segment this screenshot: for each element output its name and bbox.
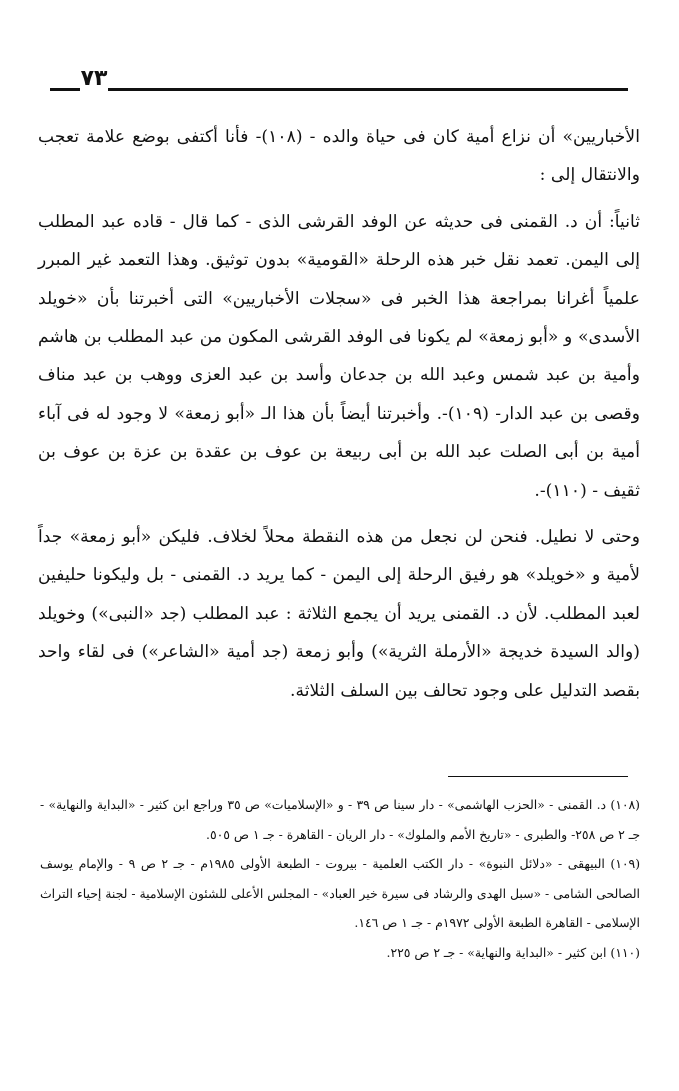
page-header [40,62,640,102]
footnote-110: (١١٠) ابن كثير - «البداية والنهاية» - جـ ٢ ص ٢٢٥. [386,944,640,960]
page-number: ٧٣ [80,66,108,91]
footnote-separator [448,776,628,777]
body-text [38,118,640,710]
header-rule-short [50,88,80,91]
footnote-108: (١٠٨) د. القمنى - «الحزب الهاشمى» - دار سينا ص ٣٩ - و «الإسلاميات» ص ٣٥ وراجع ابن كثير - «البداية والنهاية» - جـ ٢ ص ٢٥٨- والطبرى - «تاريخ الأمم والملوك» - دار الريان - القاهرة - جـ ١ ص ٥٠٥. [40,797,641,842]
paragraph-2: ثانياً: أن د. القمنى فى حديثه عن الوفد القرشى الذى - كما قال - قاده عبد المطلب إلى اليمن. تعمد نقل خبر هذه الرحلة «القومية» بدون توثيق. وهذا التعمد غير المبرر علمياً أغرانا بمراجعة هذا الخبر فى «سجلات الأخباريين» التى أخبرتنا بأن «خويلد الأسدى» و «أبو زمعة» لم يكونا فى الوفد القرشى المكون من عبد المطلب بن هاشم وأمية بن عبد شمس وعبد الله بن جدعان وأسد بن عبد العزى ووهب بن عبد مناف وقصى بن عبد الدار- (١٠٩)-. وأخبرتنا أيضاً بأن هذا الـ «أبو زمعة» لا وجود له فى آباء أمية بن أبى الصلت عبد الله بن أبى ربيعة بن عوف بن عقدة بن عزة بن عوف بن ثقيف - (١١٠)-. [38,211,640,501]
paragraph-3: وحتى لا نطيل. فنحن لن نجعل من هذه النقطة محلاً لخلاف. فليكن «أبو زمعة» جداً لأمية و «خويلد» هو رفيق الرحلة إلى اليمن - كما يريد د. القمنى - بل وليكونا حليفين لعبد المطلب. لأن د. القمنى يريد أن يجمع الثلاثة : عبد المطلب (جد «النبى») وخويلد (والد السيدة خديجة «الأرملة الثرية») وأبو زمعة (جد أمية «الشاعر») فى لقاء واحد بقصد التدليل على وجود تحالف بين السلف الثلاثة. [38,527,640,701]
footnote-109: (١٠٩) البيهقى - «دلائل النبوة» - دار الكتب العلمية - بيروت - الطبعة الأولى ١٩٨٥م - جـ ٢ ص ٩ - والإمام يوسف الصالحى الشامى - «سبل الهدى والرشاد فى سيرة خير العباد» - المجلس الأعلى للشئون الإسلامية - لجنة إحياء التراث الإسلامى - القاهرة الطبعة الأولى ١٩٧٢م - جـ ١ ص ١٤٦. [40,856,641,930]
footnotes [40,790,640,967]
header-rule-long [108,88,628,91]
paragraph-1: الأخباريين» أن نزاع أمية كان فى حياة والده - (١٠٨)- فأنا أكتفى بوضع علامة تعجب والانتقال إلى : [38,127,640,186]
